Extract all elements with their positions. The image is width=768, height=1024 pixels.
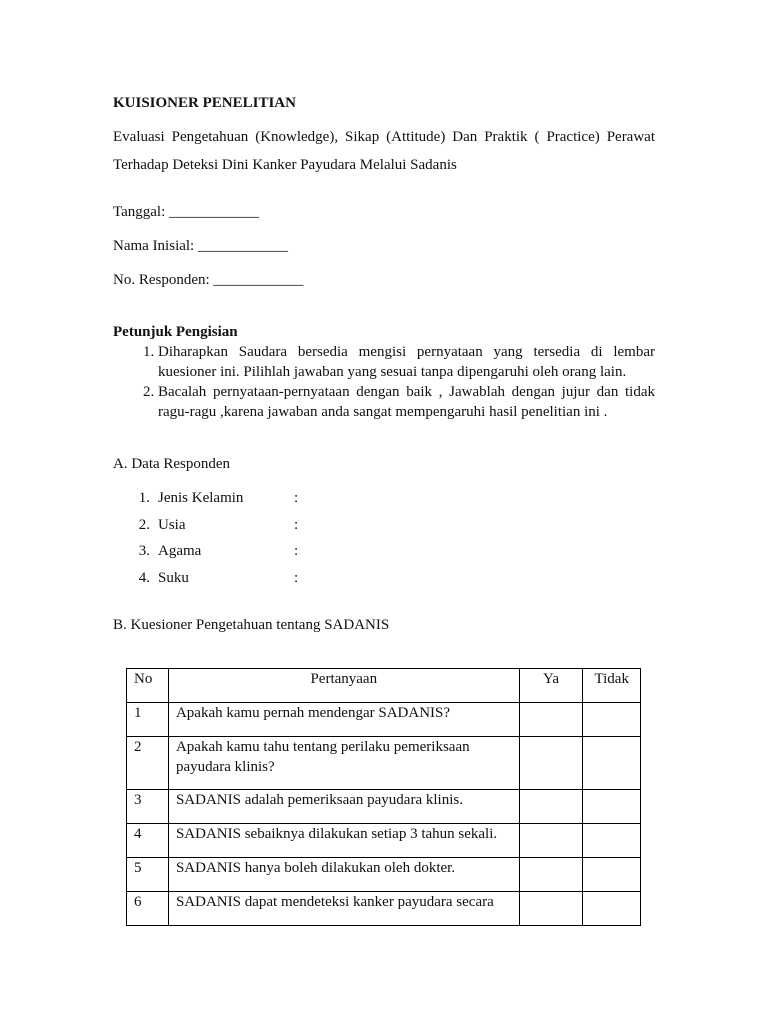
instructions-list xyxy=(113,342,655,422)
instruction-item: 2. Bacalah pernyataan-pernyataan dengan baik , Jawablah dengan jujur dan tidak ragu-ragu ,karena jawaban anda sangat mempengaruhi hasil penelitian ini . xyxy=(158,382,655,422)
list-number: 1. xyxy=(138,490,150,506)
section-b-heading: B. Kuesioner Pengetahuan tentang SADANIS xyxy=(113,617,390,634)
no-answer-cell[interactable] xyxy=(583,824,641,858)
yes-answer-cell[interactable] xyxy=(519,790,583,824)
respondent-number-field[interactable]: No. Responden: ____________ xyxy=(113,272,304,288)
table-header-row xyxy=(127,669,641,703)
table-row xyxy=(127,858,641,892)
document-page xyxy=(113,93,655,635)
row-question: SADANIS dapat mendeteksi kanker payudara secara xyxy=(168,892,519,926)
row-number: 6 xyxy=(127,892,169,926)
no-answer-cell[interactable] xyxy=(583,790,641,824)
document-subtitle: Evaluasi Pengetahuan (Knowledge), Sikap (Attitude) Dan Praktik ( Practice) Perawat Terhadap Deteksi Dini Kanker Payudara Melalui Sadanis xyxy=(113,129,655,173)
no-answer-cell[interactable] xyxy=(583,892,641,926)
table-row xyxy=(127,703,641,737)
header-question: Pertanyaan xyxy=(168,669,519,703)
colon: : xyxy=(294,516,299,533)
table-row xyxy=(127,790,641,824)
document-title: KUISIONER PENELITIAN xyxy=(113,95,296,111)
row-question: SADANIS sebaiknya dilakukan setiap 3 tahun sekali. xyxy=(168,824,519,858)
row-number: 3 xyxy=(127,790,169,824)
row-question: SADANIS hanya boleh dilakukan oleh dokter. xyxy=(168,858,519,892)
row-question: Apakah kamu pernah mendengar SADANIS? xyxy=(168,703,519,737)
instruction-item: 1. Diharapkan Saudara bersedia mengisi pernyataan yang tersedia di lembar kuesioner ini. Pilihlah jawaban yang sesuai tanpa dipengaruhi oleh orang lain. xyxy=(158,342,655,382)
date-field[interactable]: Tanggal: ____________ xyxy=(113,204,260,220)
row-number: 4 xyxy=(127,824,169,858)
section-a-heading: A. Data Responden xyxy=(113,456,231,472)
list-number: 4. xyxy=(138,569,150,586)
colon: : xyxy=(294,490,299,506)
yes-answer-cell[interactable] xyxy=(519,737,583,790)
header-yes: Ya xyxy=(519,669,583,703)
respondent-data-list xyxy=(113,488,655,594)
colon: : xyxy=(294,569,299,586)
respondent-label: Agama xyxy=(158,543,202,560)
row-question: Apakah kamu tahu tentang perilaku pemeriksaan payudara klinis? xyxy=(168,737,519,790)
respondent-item-ethnicity[interactable] xyxy=(113,568,655,595)
row-number: 5 xyxy=(127,858,169,892)
table-row xyxy=(127,737,641,790)
list-number: 3. xyxy=(138,543,150,560)
yes-answer-cell[interactable] xyxy=(519,824,583,858)
header-no: No xyxy=(127,669,169,703)
respondent-label: Suku xyxy=(158,569,189,586)
no-answer-cell[interactable] xyxy=(583,737,641,790)
yes-answer-cell[interactable] xyxy=(519,703,583,737)
respondent-item-age[interactable] xyxy=(113,515,655,542)
no-answer-cell[interactable] xyxy=(583,703,641,737)
yes-answer-cell[interactable] xyxy=(519,858,583,892)
table-row xyxy=(127,824,641,858)
knowledge-questionnaire-table xyxy=(126,668,641,926)
row-question: SADANIS adalah pemeriksaan payudara klinis. xyxy=(168,790,519,824)
header-fields xyxy=(113,202,655,304)
list-number: 2. xyxy=(138,516,150,533)
yes-answer-cell[interactable] xyxy=(519,892,583,926)
header-no-answer: Tidak xyxy=(583,669,641,703)
row-number: 1 xyxy=(127,703,169,737)
respondent-item-religion[interactable] xyxy=(113,541,655,568)
respondent-label: Jenis Kelamin xyxy=(158,490,244,506)
respondent-label: Usia xyxy=(158,516,186,533)
respondent-item-gender[interactable] xyxy=(113,488,655,515)
row-number: 2 xyxy=(127,737,169,790)
instructions-heading: Petunjuk Pengisian xyxy=(113,324,238,340)
table-row xyxy=(127,892,641,926)
initials-field[interactable]: Nama Inisial: ____________ xyxy=(113,238,288,254)
colon: : xyxy=(294,543,299,560)
no-answer-cell[interactable] xyxy=(583,858,641,892)
